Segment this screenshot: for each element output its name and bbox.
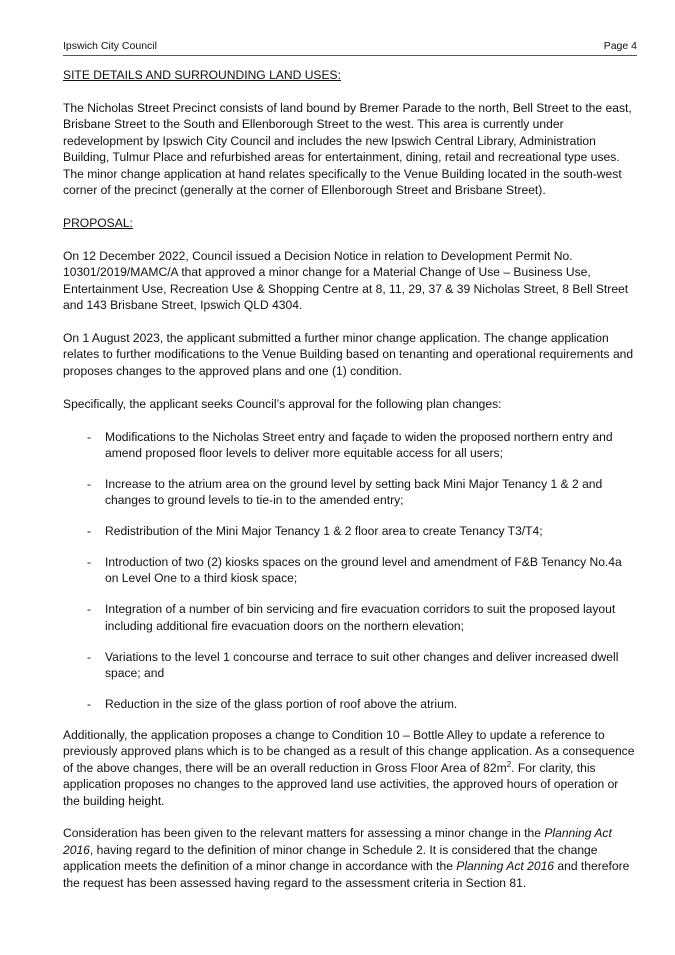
plan-changes-list xyxy=(63,429,638,713)
list-dash: - xyxy=(87,696,92,711)
proposal-paragraph-2: On 1 August 2023, the applicant submitted a further minor change application. The change application relates to further modifications to the Venue Building based on tenanting and operational requirements and proposes changes to the approved plans and one (1) condition. xyxy=(63,330,634,378)
list-item-text: Redistribution of the Mini Major Tenancy 1 & 2 floor area to create Tenancy T3/T4; xyxy=(105,524,543,539)
document-body xyxy=(63,67,638,891)
list-item-text: Modifications to the Nicholas Street entry and façade to widen the proposed northern entry and amend proposed floor levels to deliver more equitable access for all users; xyxy=(105,429,613,460)
list-dash: - xyxy=(87,555,92,570)
planning-act-reference: Planning Act 2016 xyxy=(456,859,555,874)
planning-act-reference: Planning Act 2016 xyxy=(63,826,612,857)
list-dash: - xyxy=(87,476,92,491)
clarity-text: . For clarity, this application proposes no changes to the approved land use activities, the approved hours of operation or the building height. xyxy=(63,760,619,808)
list-item xyxy=(63,523,638,539)
list-item xyxy=(63,554,638,587)
list-dash: - xyxy=(87,524,92,539)
list-item-text: Reduction in the size of the glass portion of roof above the atrium. xyxy=(105,696,458,711)
page-header xyxy=(63,39,637,56)
list-dash: - xyxy=(87,429,92,444)
superscript-two: 2 xyxy=(506,759,512,769)
list-item-text: Increase to the atrium area on the ground level by setting back Mini Major Tenancy 1 & 2 and changes to ground levels to tie-in to the amended entry; xyxy=(105,476,603,508)
header-organization: Ipswich City Council xyxy=(63,40,157,52)
list-dash: - xyxy=(87,649,92,664)
proposal-paragraph-1: On 12 December 2022, Council issued a Decision Notice in relation to Development Permit No. 10301/2019/MAMC/A that approved a minor change for a Material Change of Use – Business Use, Entertainment Use, Recreation Use & Shopping Centre at 8, 11, 29, 37 & 39 Nicholas Street, 8 Bell Street and 143 Brisbane Street, Ipswich QLD 4304. xyxy=(63,248,629,312)
proposal-heading: PROPOSAL: xyxy=(63,215,133,230)
gfa-text: Additionally, the application proposes a change to Condition 10 – Bottle Alley to update a reference to previously approved plans which is to be changed as a result of this change application. As a consequence of the above changes, there will be an overall reduction in Gross Floor Area of 82m xyxy=(63,727,635,775)
list-item xyxy=(63,696,638,712)
list-item xyxy=(63,649,638,682)
site-details-paragraph: The Nicholas Street Precinct consists of land bound by Bremer Parade to the north, Bell Street to the east, Brisbane Street to the South and Ellenborough Street to the west. This area is currently under redevelopment by Ipswich City Council and includes the new Ipswich Central Library, Administration Building, Tulmur Place and refurbished areas for entertainment, dining, retail and recreational type uses. The minor change application at hand relates specifically to the Venue Building located in the south-west corner of the precinct (generally at the corner of Ellenborough Street and Brisbane Street). xyxy=(63,100,632,197)
site-details-heading: SITE DETAILS AND SURROUNDING LAND USES: xyxy=(63,68,341,82)
assessment-text: and therefore the request has been assessed having regard to the assessment criteria in Section 81. xyxy=(63,859,630,890)
consideration-text: Consideration has been given to the relevant matters for assessing a minor change in the xyxy=(63,826,545,841)
list-item xyxy=(63,601,638,634)
proposal-paragraph-4 xyxy=(63,727,638,809)
list-item xyxy=(63,429,638,462)
definition-text: , having regard to the definition of minor change in Schedule 2. It is considered that the change application meets the definition of a minor change in accordance with the xyxy=(63,842,598,874)
list-item-text: Introduction of two (2) kiosks spaces on the ground level and amendment of F&B Tenancy No.4a on Level One to a third kiosk space; xyxy=(105,555,622,586)
list-item xyxy=(63,476,638,509)
proposal-paragraph-3: Specifically, the applicant seeks Council’s approval for the following plan changes: xyxy=(63,396,502,411)
list-dash: - xyxy=(87,602,92,617)
proposal-paragraph-5 xyxy=(63,825,638,891)
list-item-text: Integration of a number of bin servicing and fire evacuation corridors to suit the proposed layout including additional fire evacuation doors on the northern elevation; xyxy=(105,602,616,633)
list-item-text: Variations to the level 1 concourse and terrace to suit other changes and deliver increased dwell space; and xyxy=(105,649,619,681)
header-page-number: Page 4 xyxy=(603,40,637,52)
